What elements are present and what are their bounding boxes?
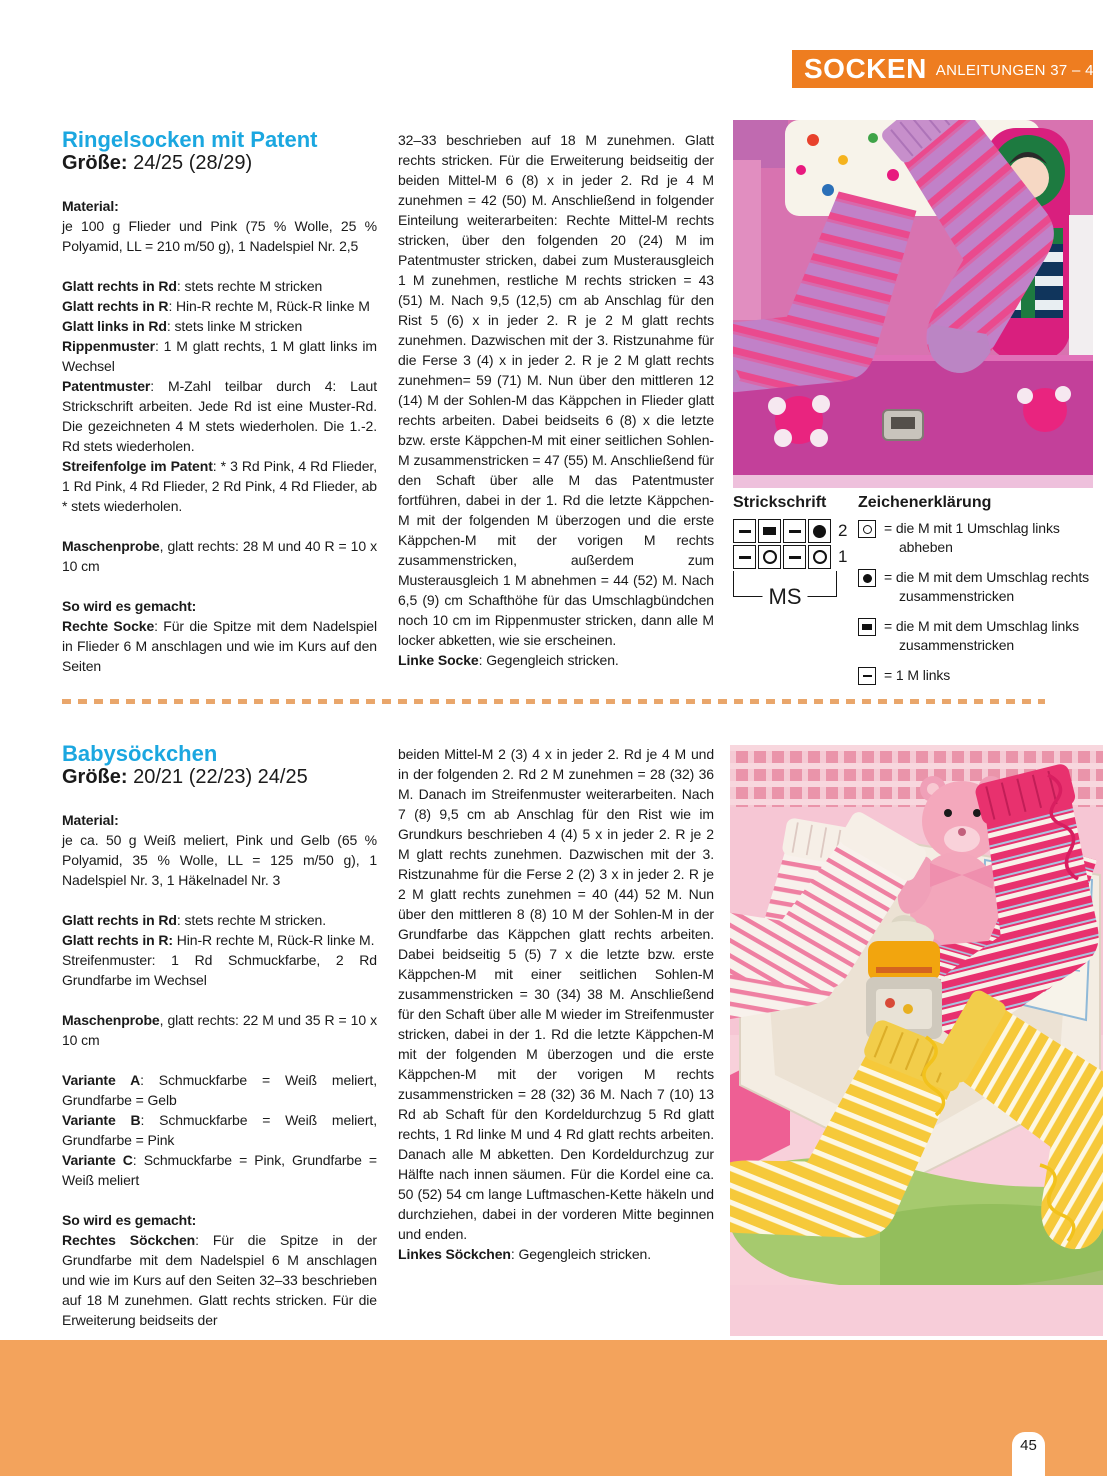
- paragraph: je ca. 50 g Weiß meliert, Pink und Gelb (65 % Polyamid, 35 % Wolle, LL = 125 m/50 g), 1 Nadelspiel Nr. 3, 1 Häkelnadel Nr. 3: [62, 832, 377, 888]
- footer-band: [0, 1340, 1107, 1476]
- paragraph: 32–33 beschrieben auf 18 M zunehmen. Glatt rechts stricken. Für die Erweiterung beidseitig der beiden Mittel-M 6 (8) x in jeder 2. Rd je 4 M zunehmen = 42 (50) M. Anschließend in folgender Einteilung weiterarbeiten: Rechte Mittel-M rechts stricken, über den folgenden 20 (24) M im Patentmuster stricken, dabei zum Musterausgleich 1 M zunehmen, restliche M rechts stricken = 43 (51) M. Nach 9,5 (12,5) cm ab Anschlag für den Rist 5 (6) x in jeder 2. R je 2 M glatt rechts zunehmen. Dazwischen mit der 3. Ristzunahme für die Ferse 3 (4) x in jeder 2. R je 2 M glatt rechts zunehmen= 59 (71) M. Nun über den mittleren 12 (14) M der Sohlen-M das Käppchen in Flieder glatt rechts arbeiten. Dabei beidseits 6 (8) x die letzte bzw. erste Käppchen-M mit einer seitlichen Sohlen-M zusammenstricken = 47 (55) M. Anschließend für den Schaft über alle M das Patentmuster fortführen, dabei in der 1. Rd die letzte Käppchen-M mit der folgenden M überzogen und die erste Käppchen-M mit der vorigen M rechts zusammenstricken, außerdem zum Musterausgleich 1 M abnehmen = 44 (52) M. Nach 6,5 (9) cm Schafthöhe für das Umschlagbündchen noch 10 cm im Rippenmuster stricken, dann alle M locker abketten, wie sie erscheinen.: [398, 132, 714, 648]
- chart-bracket-label: MS: [763, 585, 808, 609]
- paragraph-list: [62, 810, 377, 1330]
- legend-text: = die M mit 1 Umschlag links abheben: [884, 520, 1060, 555]
- article-ringelsocken-column-2: [398, 130, 714, 670]
- paragraph: Material:: [62, 812, 119, 828]
- paragraph: Linke Socke: Gegengleich stricken.: [398, 652, 619, 668]
- legend-item: [858, 666, 1098, 685]
- dot-symbol: [813, 525, 826, 538]
- size-line: [62, 152, 377, 174]
- socks-photo-illustration: [733, 120, 1093, 488]
- chart-cell: [808, 545, 831, 569]
- chart-cell: [758, 519, 781, 543]
- legend-text: = die M mit dem Umschlag links zusammenstricken: [884, 618, 1080, 653]
- paragraph: So wird es gemacht:: [62, 598, 197, 614]
- size-value: 24/25 (28/29): [133, 152, 253, 174]
- legend-text: = 1 M links: [884, 667, 951, 683]
- rect-symbol: [862, 624, 872, 630]
- symbol-legend: [858, 494, 1098, 696]
- dash-symbol: [863, 675, 872, 678]
- legend-item: [858, 519, 1098, 557]
- paragraph: Maschenprobe, glatt rechts: 22 M und 35 R = 10 x 10 cm: [62, 1012, 377, 1048]
- rect-symbol: [763, 527, 776, 535]
- page-number-tab: [1012, 1432, 1045, 1476]
- paragraph: Glatt rechts in R: Hin-R rechte M, Rück-R linke M.: [62, 932, 375, 948]
- legend-symbol-box: [858, 618, 876, 636]
- baby-socks-illustration: [730, 745, 1103, 1336]
- chart-cell: [783, 519, 806, 543]
- circle-symbol: [763, 550, 777, 564]
- paragraph: Maschenprobe, glatt rechts: 28 M und 40 R = 10 x 10 cm: [62, 538, 377, 574]
- chart-bracket: [733, 571, 837, 609]
- socks-photo: [733, 120, 1093, 488]
- legend-symbol-box: [858, 520, 876, 538]
- paragraph: Rechtes Söckchen: Für die Spitze in der Grundfarbe mit dem Nadelspiel 6 M anschlagen und wie im Kurs auf den Seiten 32–33 beschrieben auf 18 M zunehmen. Glatt rechts stricken. Für die Erweiterung beidseits der: [62, 1232, 377, 1328]
- article-ringelsocken-column-1: [62, 128, 377, 676]
- dashed-divider: [62, 699, 1045, 704]
- paragraph: Variante B: Schmuckfarbe = Weiß meliert, Grundfarbe = Pink: [62, 1112, 377, 1148]
- chart-grid: [733, 519, 853, 569]
- baby-socks-photo: [730, 745, 1103, 1336]
- dash-symbol: [789, 530, 801, 533]
- paragraph: Linkes Söckchen: Gegengleich stricken.: [398, 1246, 651, 1262]
- size-value: 20/21 (22/23) 24/25: [133, 766, 308, 788]
- paragraph: Rechte Socke: Für die Spitze mit dem Nadelspiel in Flieder 6 M anschlagen und wie im Kurs auf den Seiten: [62, 618, 378, 674]
- paragraph: Variante A: Schmuckfarbe = Weiß meliert, Grundfarbe = Gelb: [62, 1072, 377, 1108]
- size-line: [62, 766, 377, 788]
- dot-symbol: [863, 574, 872, 583]
- legend-item: [858, 617, 1098, 655]
- header-subtitle: ANLEITUNGEN 37 – 42: [935, 62, 1103, 79]
- knitting-chart: [733, 494, 853, 609]
- dash-symbol: [739, 556, 751, 559]
- chart-cell: [808, 519, 831, 543]
- paragraph: je 100 g Flieder und Pink (75 % Wolle, 25 % Polyamid, LL = 210 m/50 g), 1 Nadelspiel Nr. 2,5: [62, 218, 377, 254]
- chart-cell: [733, 519, 756, 543]
- size-label: Größe:: [62, 766, 128, 788]
- paragraph: Streifenfolge im Patent: * 3 Rd Pink, 4 Rd Flieder, 1 Rd Pink, 4 Rd Flieder, 2 Rd Pink, 4 Rd Flieder, ab * stets wiederholen.: [62, 458, 377, 514]
- chart-cell: [783, 545, 806, 569]
- paragraph: Glatt links in Rd: stets linke M stricken: [62, 318, 303, 334]
- paragraph: Rippenmuster: 1 M glatt rechts, 1 M glatt links im Wechsel: [62, 338, 377, 374]
- chart-title: Strickschrift: [733, 494, 827, 511]
- paragraph: So wird es gemacht:: [62, 1212, 197, 1228]
- legend-title: Zeichenerklärung: [858, 494, 992, 511]
- size-label: Größe:: [62, 152, 128, 174]
- paragraph: Streifenmuster: 1 Rd Schmuckfarbe, 2 Rd Grundfarbe im Wechsel: [62, 952, 377, 988]
- paragraph: Glatt rechts in Rd: stets rechte M stricken: [62, 278, 323, 294]
- paragraph: Patentmuster: M-Zahl teilbar durch 4: Laut Strickschrift arbeiten. Jede Rd ist eine Muster-Rd. Die gezeichneten 4 M stets wiederholen. Die 1.-2. Rd stets wiederholen.: [62, 378, 377, 454]
- article-title: Ringelsocken mit Patent: [62, 127, 318, 152]
- paragraph: Material:: [62, 198, 119, 214]
- dash-symbol: [789, 556, 801, 559]
- baby-bottle: [866, 915, 942, 1039]
- paragraph: Variante C: Schmuckfarbe = Pink, Grundfarbe = Weiß meliert: [62, 1152, 377, 1188]
- circle-symbol: [813, 550, 827, 564]
- article-title: Babysöckchen: [62, 741, 218, 766]
- paragraph: beiden Mittel-M 2 (3) 4 x in jeder 2. Rd je 4 M und in der folgenden 2. Rd 2 M zunehmen = 28 (32) 36 M. Danach im Streifenmuster weiterarbeiten. Nach 7 (8) 9,5 cm ab Anschlag für den Rist wie im Grundkurs beschrieben 4 (4) 5 x in jeder 2. R je 2 M glatt rechts zunehmen. Dazwischen mit der 3. Ristzunahme für die Ferse 2 (2) 3 x in jeder 2. R je 2 M glatt rechts zunehmen = 40 (44) 52 M. Nun über den mittleren 8 (8) 10 M der Sohlen-M in der Grundfarbe das Käppchen glatt rechts arbeiten. Dabei beidseitig 5 (5) 7 x die letzte bzw. erste Käppchen-M mit einer seitlichen Sohlen-M zusammenstricken = 30 (34) 38 M. Anschließend für den Schaft über alle M wieder im Streifenmuster stricken, dabei in der 1. Rd die letzte Käppchen-M mit der folgenden M überzogen und die erste Käppchen-M mit der vorigen M rechts zusammenstricken = 28 (32) 36 M. Nach 7 (10) 13 Rd ab Schaft für den Kordeldurchzug 5 Rd glatt rechts, 1 Rd linke M und 4 Rd glatt rechts arbeiten. Danach alle M abketten. Den Kordeldurchzug zur Hälfte nach innen säumen. Für die Kordel eine ca. 50 (52) 54 cm lange Luftmaschen-Kette häkeln und durchziehen, dabei in der vorderen Mitte beginnen und enden.: [398, 746, 714, 1242]
- legend-item: [858, 568, 1098, 606]
- chart-cell: [733, 545, 756, 569]
- page-number: 45: [1020, 1437, 1037, 1454]
- paragraph: Glatt rechts in Rd: stets rechte M stricken.: [62, 912, 327, 928]
- chart-cell: [758, 545, 781, 569]
- article-babysoeckchen-column-1: [62, 742, 377, 1330]
- circle-symbol: [863, 525, 872, 534]
- legend-symbol-box: [858, 569, 876, 587]
- legend-symbol-box: [858, 667, 876, 685]
- dash-symbol: [739, 530, 751, 533]
- header-title: SOCKEN: [804, 53, 927, 84]
- chart-row-number: 2: [838, 521, 848, 540]
- legend-text: = die M mit dem Umschlag rechts zusammenstricken: [884, 569, 1090, 604]
- paragraph: Glatt rechts in R: Hin-R rechte M, Rück-R linke M: [62, 298, 370, 314]
- chart-row: [733, 519, 853, 543]
- section-header-band: [792, 50, 1103, 88]
- chart-row-number: 1: [838, 547, 848, 566]
- article-babysoeckchen-column-2: [398, 744, 714, 1264]
- chart-row: [733, 545, 853, 569]
- paragraph-list: [62, 196, 377, 676]
- legend-items: [858, 519, 1098, 685]
